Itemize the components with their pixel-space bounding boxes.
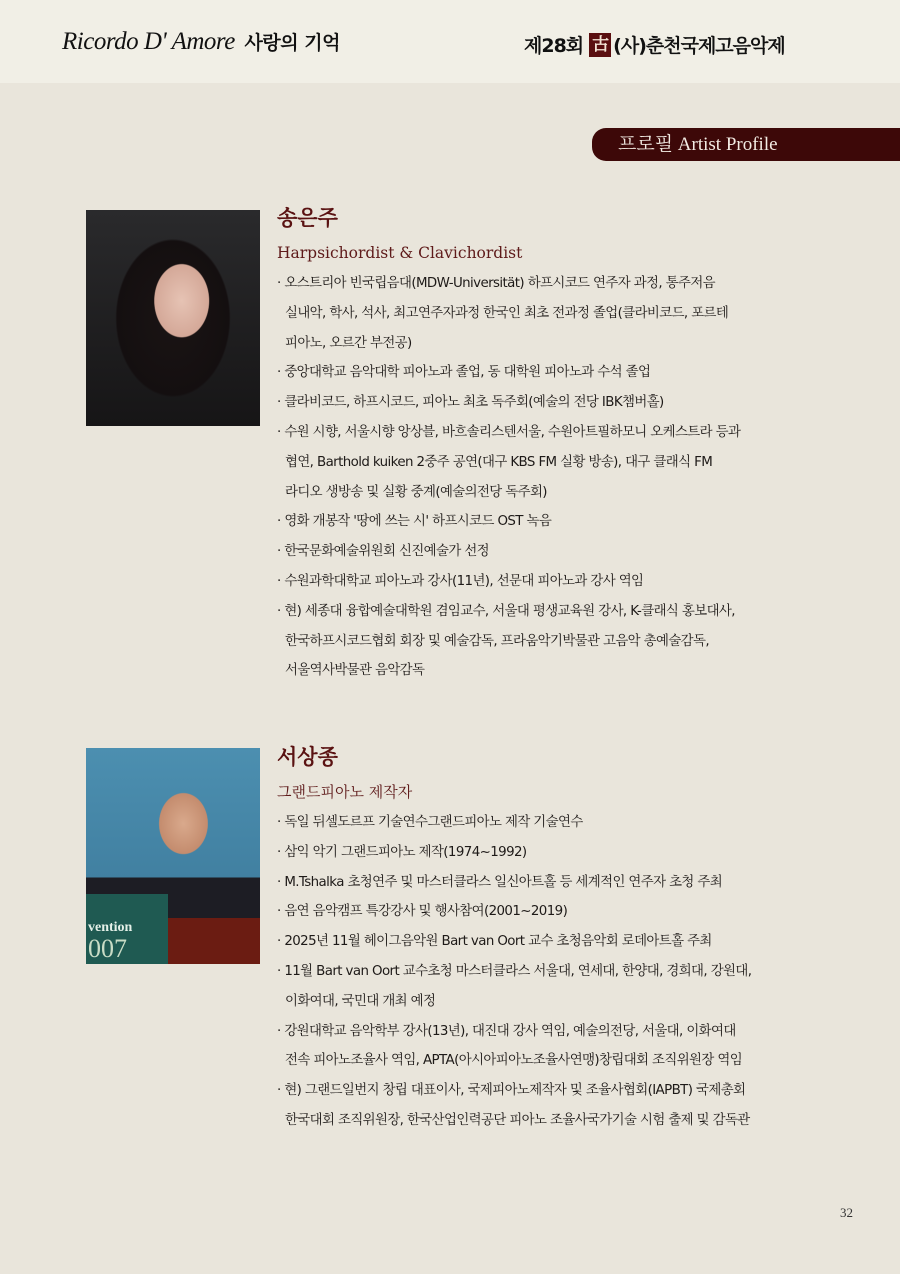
bio-line: 한국대회 조직위원장, 한국산업인력공단 피아노 조율사국가기술 시험 출제 및 감독관 [285, 1112, 750, 1128]
publication-title [62, 28, 340, 56]
artist-name: 송은주 [277, 206, 338, 230]
bio-line: · 영화 개봉작 '땅에 쓰는 시' 하프시코드 OST 녹음 [277, 514, 552, 530]
bio-line: 실내악, 학사, 석사, 최고연주자과정 한국인 최초 전과정 졸업(클라비코드, 포르테 [285, 305, 729, 321]
artist-role: 그랜드피아노 제작자 [277, 783, 413, 801]
lectern [168, 918, 260, 964]
bio-line: 한국하프시코드협회 회장 및 예술감독, 프라움악기박물관 고음악 총예술감독, [285, 633, 709, 649]
bio-line: 서울역사박물관 음악감독 [285, 663, 425, 679]
artist-role: Harpsichordist & Clavichordist [277, 244, 523, 262]
brand-ko: 사랑의 기억 [244, 32, 340, 54]
bio-line: · 한국문화예술위원회 신진예술가 선정 [277, 544, 489, 560]
page-number: 32 [840, 1205, 853, 1220]
banner-text: vention 007 [86, 894, 168, 964]
artist-name: 서상종 [277, 745, 338, 769]
bio-line: · 현) 세종대 융합예술대학원 겸임교수, 서울대 평생교육원 강사, K-클래식 홍보대사, [277, 603, 735, 619]
artist-profile [277, 203, 837, 686]
bio-line: · 클라비코드, 하프시코드, 피아노 최초 독주회(예술의 전당 IBK챔버홀) [277, 395, 664, 411]
artist-photo-seo-sangjong [86, 748, 260, 964]
bio-line: · 강원대학교 음악학부 강사(13년), 대진대 강사 역임, 예술의전당, 서울대, 이화여대 [277, 1023, 736, 1039]
brand-en: Ricordo D' Amore [62, 28, 235, 55]
bio-line: · 삼익 악기 그랜드피아노 제작(1974~1992) [277, 844, 527, 860]
bio-line: 피아노, 오르간 부전공) [285, 335, 412, 351]
artist-profile [277, 742, 837, 1136]
bio-line: · 음연 음악캠프 특강강사 및 행사참여(2001~2019) [277, 904, 568, 920]
artist-photo-song-eunju [86, 210, 260, 426]
bio-line: 이화여대, 국민대 개최 예정 [285, 993, 436, 1009]
bio-line: 전속 피아노조율사 역임, APTA(아시아피아노조율사연맹)창립대회 조직위원장 역임 [285, 1053, 743, 1069]
bio-line: · 수원 시향, 서울시향 앙상블, 바흐솔리스텐서울, 수원아트필하모니 오케스트라 등과 [277, 424, 741, 440]
bio-line: · 오스트리아 빈국립음대(MDW-Universität) 하프시코드 연주자 과정, 통주저음 [277, 276, 716, 291]
bio-line: · 수원과학대학교 피아노과 강사(11년), 선문대 피아노과 강사 역임 [277, 573, 644, 589]
bio-line: · 2025년 11월 헤이그음악원 Bart van Oort 교수 초청음악회 로데아트홀 주최 [277, 934, 712, 950]
bio-line: · 중앙대학교 음악대학 피아노과 졸업, 동 대학원 피아노과 수석 졸업 [277, 365, 651, 381]
festival-edition: 제28회 [524, 35, 584, 57]
section-tag: 프로필 Artist Profile [592, 128, 900, 161]
bio-line: · M.Tshalka 초청연주 및 마스터클라스 일신아트홀 등 세계적인 연주자 초청 주최 [277, 874, 723, 890]
bio-line: · 11월 Bart van Oort 교수초청 마스터클라스 서울대, 연세대, 한양대, 경희대, 강원대, [277, 963, 752, 979]
bio-line: · 독일 뒤셀도르프 기술연수그랜드피아노 제작 기술연수 [277, 815, 583, 830]
bio-line: 라디오 생방송 및 실황 중계(예술의전당 독주회) [285, 484, 547, 500]
festival-seal-icon: 古 [589, 33, 611, 57]
festival-title [524, 31, 785, 58]
festival-name: (사)춘천국제고음악제 [613, 35, 785, 57]
bio-line: · 현) 그랜드일번지 창립 대표이사, 국제피아노제작자 및 조율사협회(IAPBT) 국제총회 [277, 1083, 746, 1099]
bio-line: 협연, Barthold kuiken 2중주 공연(대구 KBS FM 실황 방송), 대구 클래식 FM [285, 454, 713, 470]
